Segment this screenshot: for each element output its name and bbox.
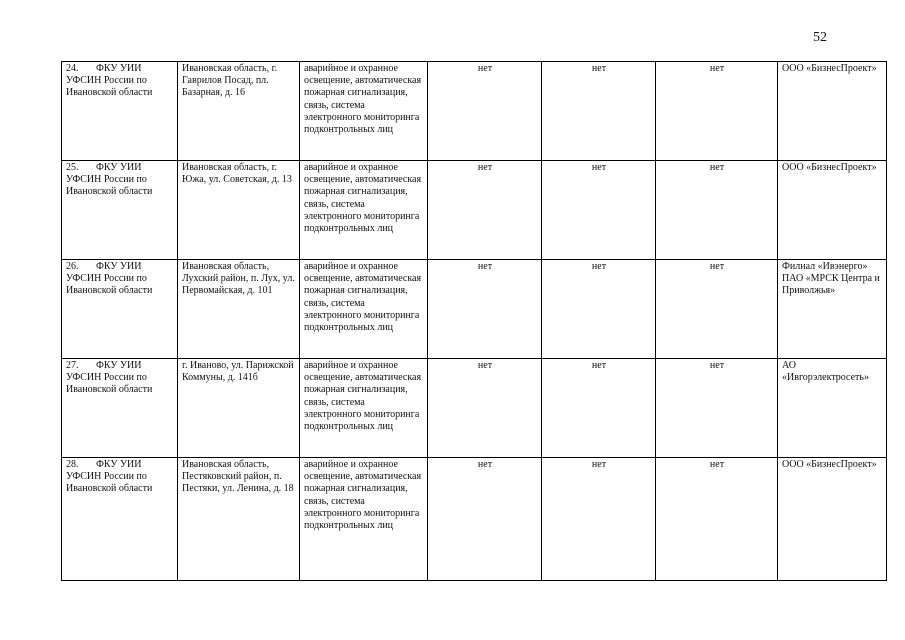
value-cell: нет	[656, 161, 778, 260]
org-cell	[62, 62, 178, 161]
org-name: ФКУ УИИ УФСИН России по Ивановской области	[66, 261, 153, 297]
supplier-cell: ООО «БизнесПроект»	[778, 62, 887, 161]
org-cell	[62, 260, 178, 359]
value-cell: нет	[656, 62, 778, 161]
value-cell: нет	[542, 359, 656, 458]
address-cell: г. Иваново, ул. Парижской Коммуны, д. 141б	[178, 359, 300, 458]
address-cell: Ивановская область, Лухский район, п. Лух, ул. Первомайская, д. 101	[178, 260, 300, 359]
row-number: 25.	[66, 162, 79, 173]
systems-cell: аварийное и охранное освещение, автоматическая пожарная сигнализация, связь, система электронного мониторинга подконтрольных лиц	[300, 458, 428, 581]
table-row	[62, 458, 887, 581]
org-cell	[62, 161, 178, 260]
value-cell: нет	[656, 458, 778, 581]
systems-cell: аварийное и охранное освещение, автоматическая пожарная сигнализация, связь, система электронного мониторинга подконтрольных лиц	[300, 62, 428, 161]
table-row	[62, 260, 887, 359]
address-cell: Ивановская область, г. Гаврилов Посад, пл. Базарная, д. 16	[178, 62, 300, 161]
supplier-cell: ООО «БизнесПроект»	[778, 161, 887, 260]
row-number: 27.	[66, 360, 79, 371]
row-number: 28.	[66, 459, 79, 470]
org-name: ФКУ УИИ УФСИН России по Ивановской области	[66, 162, 153, 198]
org-name: ФКУ УИИ УФСИН России по Ивановской области	[66, 360, 153, 396]
value-cell: нет	[428, 161, 542, 260]
org-name: ФКУ УИИ УФСИН России по Ивановской области	[66, 459, 153, 495]
value-cell: нет	[542, 458, 656, 581]
systems-cell: аварийное и охранное освещение, автоматическая пожарная сигнализация, связь, система электронного мониторинга подконтрольных лиц	[300, 161, 428, 260]
supplier-cell: ООО «БизнесПроект»	[778, 458, 887, 581]
supplier-cell: АО «Ивгорэлектросеть»	[778, 359, 887, 458]
value-cell: нет	[428, 458, 542, 581]
org-cell	[62, 458, 178, 581]
value-cell: нет	[656, 260, 778, 359]
value-cell: нет	[542, 260, 656, 359]
value-cell: нет	[656, 359, 778, 458]
org-cell	[62, 359, 178, 458]
systems-cell: аварийное и охранное освещение, автоматическая пожарная сигнализация, связь, система электронного мониторинга подконтрольных лиц	[300, 359, 428, 458]
table-row	[62, 62, 887, 161]
value-cell: нет	[428, 359, 542, 458]
supplier-cell: Филиал «Ивэнерго» ПАО «МРСК Центра и Приволжья»	[778, 260, 887, 359]
table-row	[62, 161, 887, 260]
row-number: 24.	[66, 63, 79, 74]
registry-table	[61, 61, 887, 581]
systems-cell: аварийное и охранное освещение, автоматическая пожарная сигнализация, связь, система электронного мониторинга подконтрольных лиц	[300, 260, 428, 359]
row-number: 26.	[66, 261, 79, 272]
value-cell: нет	[428, 62, 542, 161]
org-name: ФКУ УИИ УФСИН России по Ивановской области	[66, 63, 153, 99]
address-cell: Ивановская область, Пестяковский район, п. Пестяки, ул. Ленина, д. 18	[178, 458, 300, 581]
table-row	[62, 359, 887, 458]
value-cell: нет	[542, 161, 656, 260]
address-cell: Ивановская область, г. Южа, ул. Советская, д. 13	[178, 161, 300, 260]
value-cell: нет	[542, 62, 656, 161]
value-cell: нет	[428, 260, 542, 359]
page-number: 52	[813, 30, 827, 45]
